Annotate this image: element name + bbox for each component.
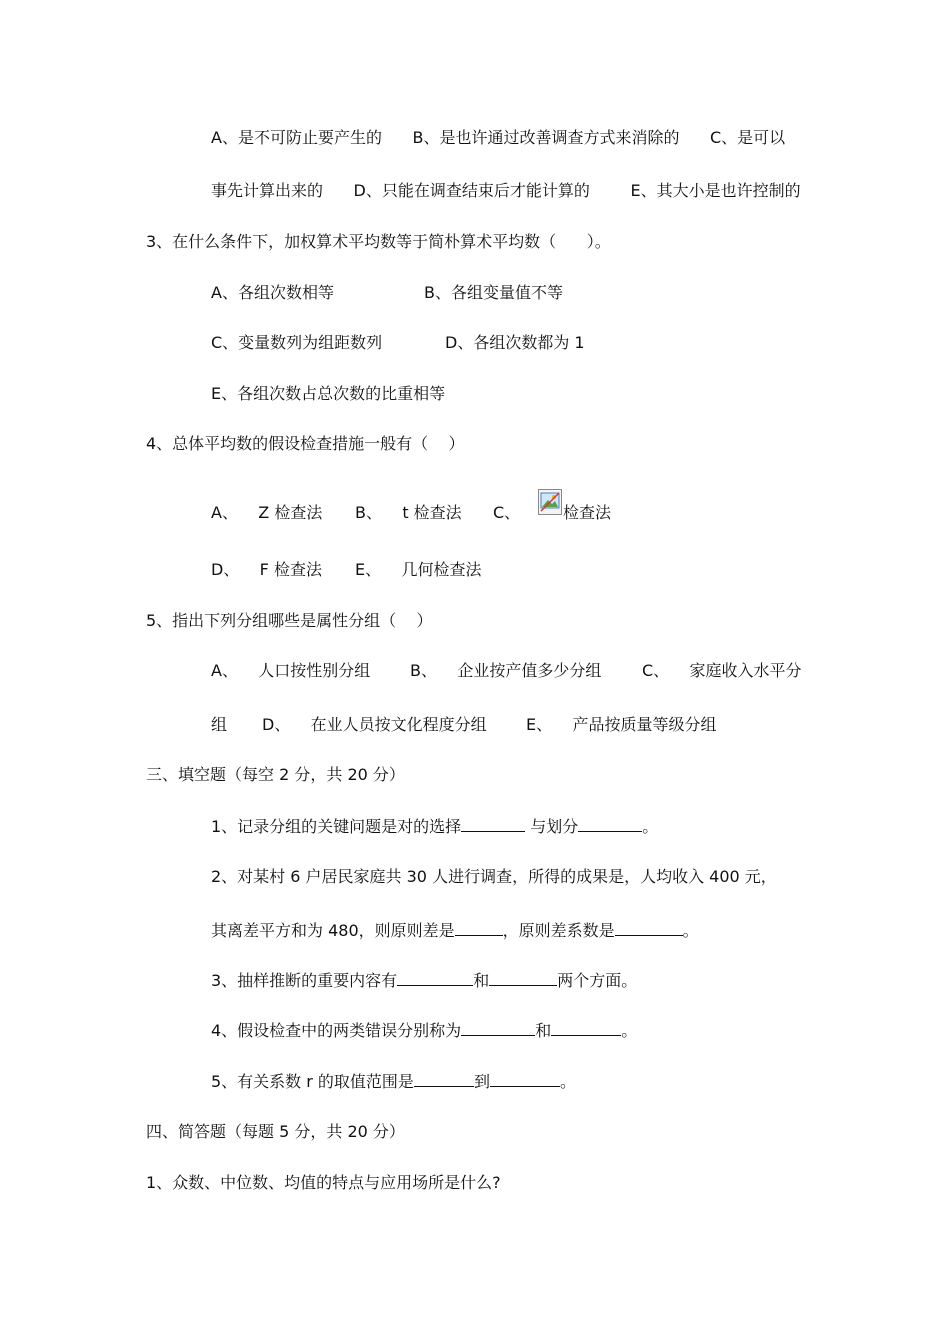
q5-option-b: B、 企业按产值多少分组 [410,661,602,680]
answer-blank[interactable] [397,971,473,986]
fill-2-text-b: ，原则差系数是 [502,921,615,940]
answer-blank[interactable] [578,817,642,832]
fill-4-text-b: 和 [535,1021,552,1040]
fill-1 [211,817,658,837]
q4-option-e: E、 几何检查法 [355,560,482,579]
q3-option-a: A、各组次数相等 [211,283,334,302]
q3-stem: 3、在什么条件下，加权算术平均数等于简朴算术平均数（ ）。 [146,232,611,251]
q4-stem: 4、总体平均数的假设检查措施一般有（ ） [146,434,465,453]
q5-stem: 5、指出下列分组哪些是属性分组（ ） [146,611,433,630]
q4-option-c-text: 检查法 [563,503,612,522]
fill-1-text-c: 。 [642,817,659,836]
q4-option-d: D、 F 检查法 [211,560,322,579]
fill-3-text-c: 两个方面。 [557,971,638,990]
fill-4 [211,1021,637,1041]
section-3-heading: 三、填空题（每空 2 分，共 20 分） [146,765,405,784]
fill-3 [211,971,637,991]
fill-1-text-b: 与划分 [525,817,579,836]
q3-option-c: C、变量数列为组距数列 [211,333,383,352]
answer-blank[interactable] [551,1021,621,1036]
fill-3-text-b: 和 [473,971,490,990]
q5-option-a: A、 人口按性别分组 [211,661,371,680]
fill-5 [211,1072,576,1092]
q5-option-c: C、 家庭收入水平分 [642,661,802,680]
q5-option-d: D、 在业人员按文化程度分组 [262,715,487,734]
fill-4-text-a: 4、假设检查中的两类错误分别称为 [211,1021,462,1040]
fill-2-line2 [211,921,699,941]
fill-2-text-a: 其离差平方和为 480，则原则差是 [211,921,455,940]
answer-blank[interactable] [455,921,503,936]
fill-5-text-a: 5、有关系数 r 的取值范围是 [211,1072,414,1091]
fill-1-text-a: 1、记录分组的关键问题是对的选择 [211,817,462,836]
q4-option-b: B、 t 检查法 [355,503,462,522]
fill-3-text-a: 3、抽样推断的重要内容有 [211,971,398,990]
q3-option-b: B、各组变量值不等 [424,283,563,302]
fill-2-text-c: 。 [682,921,699,940]
answer-blank[interactable] [414,1072,474,1087]
q3-option-e: E、各组次数占总次数的比重相等 [211,384,446,403]
answer-blank[interactable] [615,921,683,936]
section-4-heading: 四、简答题（每题 5 分，共 20 分） [146,1122,405,1141]
answer-blank[interactable] [489,971,557,986]
q5-option-c-cont: 组 [211,715,228,734]
answer-blank[interactable] [461,1021,535,1036]
fill-4-text-c: 。 [621,1021,638,1040]
q2-options-line2: 事先计算出来的 D、只能在调查结束后才能计算的 E、其大小是也许控制的 [211,181,801,200]
q3-option-d: D、各组次数都为 1 [445,333,585,352]
fill-5-text-c: 。 [559,1072,576,1091]
short-answer-q1: 1、众数、中位数、均值的特点与应用场所是什么? [146,1173,501,1192]
q2-options-line1: A、是不可防止要产生的 B、是也许通过改善调查方式来消除的 C、是可以 [211,128,786,147]
broken-image-icon [538,489,562,515]
fill-2-line1: 2、对某村 6 户居民家庭共 30 人进行调查，所得的成果是，人均收入 400 元， [211,867,777,886]
q4-option-c: C、 [493,503,521,522]
answer-blank[interactable] [490,1072,560,1087]
answer-blank[interactable] [461,817,525,832]
q5-option-e: E、 产品按质量等级分组 [526,715,717,734]
fill-5-text-b: 到 [473,1072,490,1091]
q4-option-a: A、 Z 检查法 [211,503,323,522]
